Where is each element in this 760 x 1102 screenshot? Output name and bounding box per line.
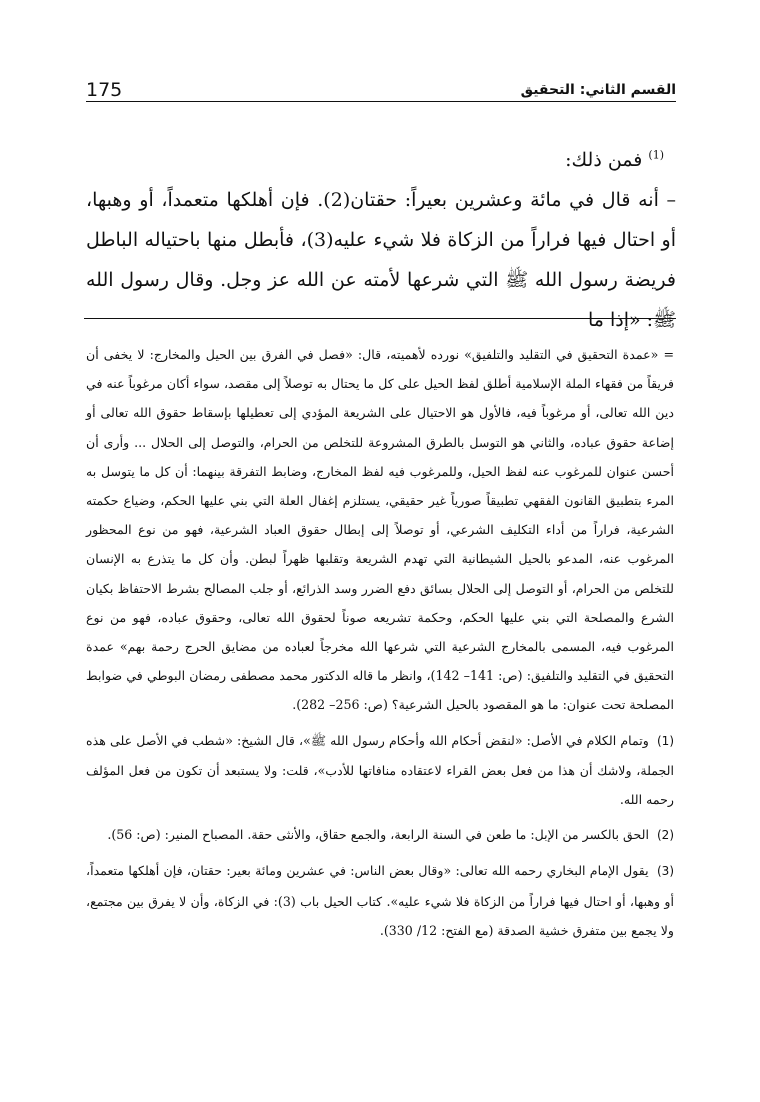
footnote-continued: = «عمدة التحقيق في التقليد والتلفيق» نورده لأهميته، قال: «فصل في الفرق بين الحيل والمخارج: لا يخفى أن فريقاً من فقهاء الملة الإسلامية أطلق لفظ الحيل على كل ما يحتال به توصلاً إلى مقصد، سواء أكان مرغوباً عنه في دين الله تعالى، أو مرغوباً فيه، فالأول هو الاحتيال على الشريعة المؤدي إلى تعطيلها بإسقاط حقوق الله تعالى أو إضاعة حقوق عباده، والثاني هو التوسل بالطرق المشروعة للتخلص من الحرام، والتوصل إلى الحلال ... وأرى أن أحسن عنوان للمرغوب عنه لفظ الحيل، وللمرغوب فيه لفظ المخارج، وضابط التفرقة بينهما: أن كل ما يتوسل به المرء بتطبيق القانون الفقهي تطبيقاً صورياً غير حقيقي، يستلزم إغفال العلة التي بني عليها الحكم، وضياع حكمته الشرعية، فراراً من أداء التكليف الشرعي، أو توصلاً إلى إبطال حقوق العباد الشرعية، فهو من نوع المحظور المرغوب عنه، المدعو بالحيل الشيطانية التي تهدم الشريعة وتقلبها ظهراً لبطن. وأن كل ما يتذرع به الإنسان للتخلص من الحرام، أو التوصل إلى الحلال بسائق دفع الضرر وسد الذرائع، أو جلب المصالح بشرط الاحتفاظ بكيان الشرع والمصلحة التي بني عليها الحكم، وحكمة تشريعه صوناً لحقوق الله تعالى، وحقوق عباده، فهو من نوع المرغوب فيه، المسمى بالمخارج الشرعية التي شرعها الله مخرجاً لعباده من مضايق الحرج رحمة بهم» عمدة التحقيق في التقليد والتلفيق: (ص: 141– 142)، وانظر ما قاله الدكتور محمد مصطفى رمضان البوطي في ضوابط المصلحة تحت عنوان: ما هو المقصود بالحيل الشرعية؟ (ص: 256– 282). xyxy=(86,347,674,713)
page-number: 175 xyxy=(86,79,123,101)
intro-text: فمن ذلك: xyxy=(565,149,643,171)
footnote-number: (1) xyxy=(656,733,674,748)
footnote-2 xyxy=(86,820,674,850)
main-paragraph: – أنه قال في مائة وعشرين بعيراً: حقتان(2). فإن أهلكها متعمداً، أو وهبها، أو احتال فيها فراراً من الزكاة فلا شيء عليه(3)، فأبطل منها باحتياله الباطل فريضة رسول الله ﷺ التي شرعها لأمته عن الله عز وجل. وقال رسول الله ﷺ: «إذا ما xyxy=(86,189,677,331)
footnote-text: وتمام الكلام في الأصل: «لنقض أحكام الله وأحكام رسول الله ﷺ»، قال الشيخ: «شطب في الأصل على هذه الجملة، ولاشك أن هذا من فعل بعض القراء لاعتقاده منافاتها للأدب»، قلت: ولا يستبعد أن تكون من فعل المؤلف رحمه الله. xyxy=(86,732,674,808)
footnote-1 xyxy=(86,726,674,815)
footnote-marker: (1) xyxy=(648,148,664,162)
footnote-divider xyxy=(84,318,676,319)
footnote-text: الحق بالكسر من الإبل: ما طعن في السنة الرابعة، والجمع حقاق، والأنثى حقة. المصباح المنير: (ص: 56). xyxy=(107,827,649,843)
footnote-number: (3) xyxy=(656,864,674,879)
main-text xyxy=(86,140,676,340)
header-rule xyxy=(86,101,676,102)
section-title: القسم الثاني: التحقيق xyxy=(520,82,676,98)
footnotes xyxy=(86,340,674,951)
running-header xyxy=(86,72,676,104)
footnote-3 xyxy=(86,856,674,945)
intro-line xyxy=(86,140,676,180)
footnote-number: (2) xyxy=(656,828,674,843)
footnote-text: يقول الإمام البخاري رحمه الله تعالى: «وقال بعض الناس: في عشرين ومائة بعير: حقتان، فإن أهلكها متعمداً، أو وهبها، أو احتال فيها فراراً من الزكاة فلا شيء عليه». كتاب الحيل باب (3): في الزكاة، وأن لا يفرق بين مجتمع، ولا يجمع بين متفرق خشية الصدقة (مع الفتح: 12/ 330). xyxy=(86,863,675,938)
